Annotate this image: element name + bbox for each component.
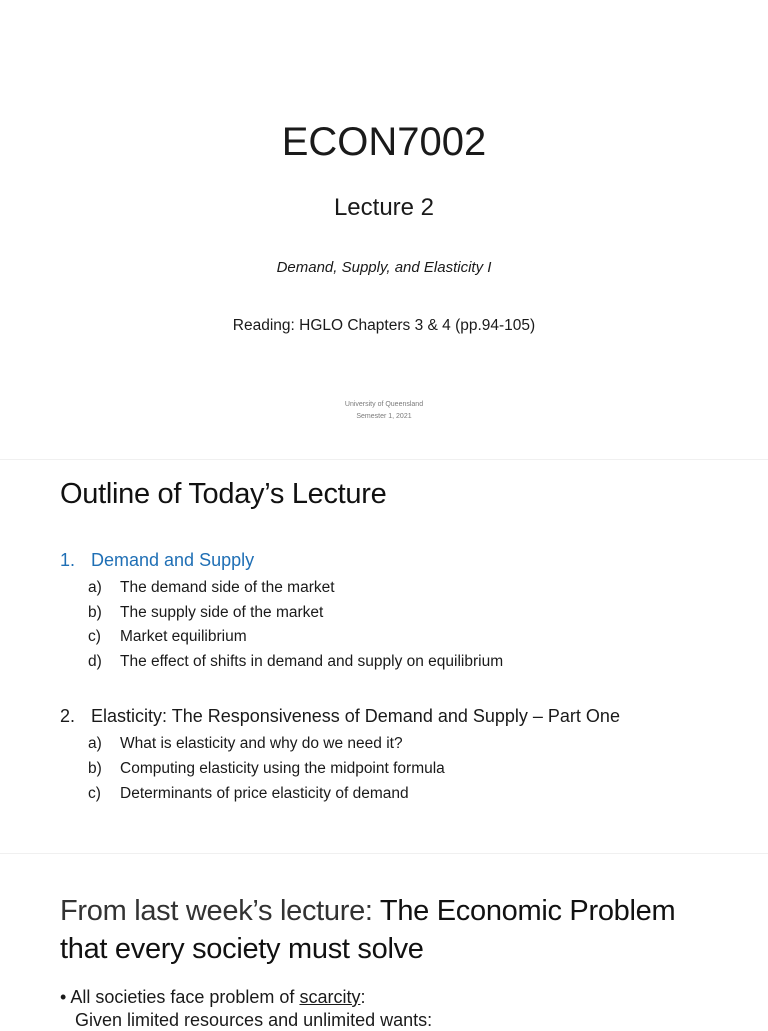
item-letter: b) bbox=[88, 604, 102, 621]
item-text: The supply side of the market bbox=[120, 604, 324, 621]
item-letter: d) bbox=[88, 653, 102, 670]
title-slide bbox=[0, 0, 768, 458]
problem-title-main: The Economic Problem that every society must solve bbox=[60, 895, 676, 965]
item-letter: c) bbox=[88, 785, 101, 802]
item-letter: b) bbox=[88, 760, 102, 777]
semester: Semester 1, 2021 bbox=[356, 413, 412, 420]
item-text: Market equilibrium bbox=[120, 628, 247, 645]
problem-title bbox=[60, 892, 700, 968]
outline-section-elasticity bbox=[60, 706, 620, 727]
item-letter: a) bbox=[88, 579, 102, 596]
outline-item bbox=[88, 628, 247, 646]
section-number: 1. bbox=[60, 550, 76, 570]
outline-item bbox=[88, 579, 335, 597]
item-letter: a) bbox=[88, 735, 102, 752]
lecture-number: Lecture 2 bbox=[333, 194, 435, 221]
item-text: Computing elasticity using the midpoint formula bbox=[120, 760, 445, 777]
section-label: Demand and Supply bbox=[91, 550, 255, 570]
scarcity-bullet bbox=[60, 986, 365, 1008]
outline-title: Outline of Today’s Lecture bbox=[60, 478, 387, 510]
item-letter: c) bbox=[88, 628, 101, 645]
bullet-continuation: Given limited resources and unlimited wants: bbox=[75, 1010, 433, 1030]
bullet-icon: • bbox=[60, 987, 67, 1007]
bullet-text-prefix: All societies face problem of bbox=[70, 987, 300, 1007]
section-label: Elasticity: The Responsiveness of Demand and Supply – Part One bbox=[91, 706, 620, 726]
lecture-topic: Demand, Supply, and Elasticity I bbox=[276, 259, 492, 276]
item-text: The effect of shifts in demand and supply on equilibrium bbox=[120, 653, 504, 670]
scarcity-term: scarcity bbox=[299, 987, 361, 1007]
outline-item bbox=[88, 653, 503, 671]
section-number: 2. bbox=[60, 706, 76, 726]
item-text: What is elasticity and why do we need it? bbox=[120, 735, 403, 752]
outline-item bbox=[88, 735, 403, 753]
outline-slide bbox=[0, 460, 768, 852]
outline-item bbox=[88, 604, 323, 622]
bullet-text-suffix: : bbox=[360, 987, 366, 1007]
course-code: ECON7002 bbox=[281, 120, 487, 164]
outline-item bbox=[88, 785, 409, 803]
problem-title-prefix: From last week’s lecture: bbox=[60, 895, 380, 927]
outline-section-demand-supply bbox=[60, 550, 254, 571]
economic-problem-slide bbox=[0, 854, 768, 1030]
item-text: The demand side of the market bbox=[120, 579, 335, 596]
outline-item bbox=[88, 760, 445, 778]
item-text: Determinants of price elasticity of demand bbox=[120, 785, 409, 802]
reading-reference: Reading: HGLO Chapters 3 & 4 (pp.94-105) bbox=[232, 317, 536, 334]
affiliation: University of Queensland bbox=[344, 401, 424, 408]
